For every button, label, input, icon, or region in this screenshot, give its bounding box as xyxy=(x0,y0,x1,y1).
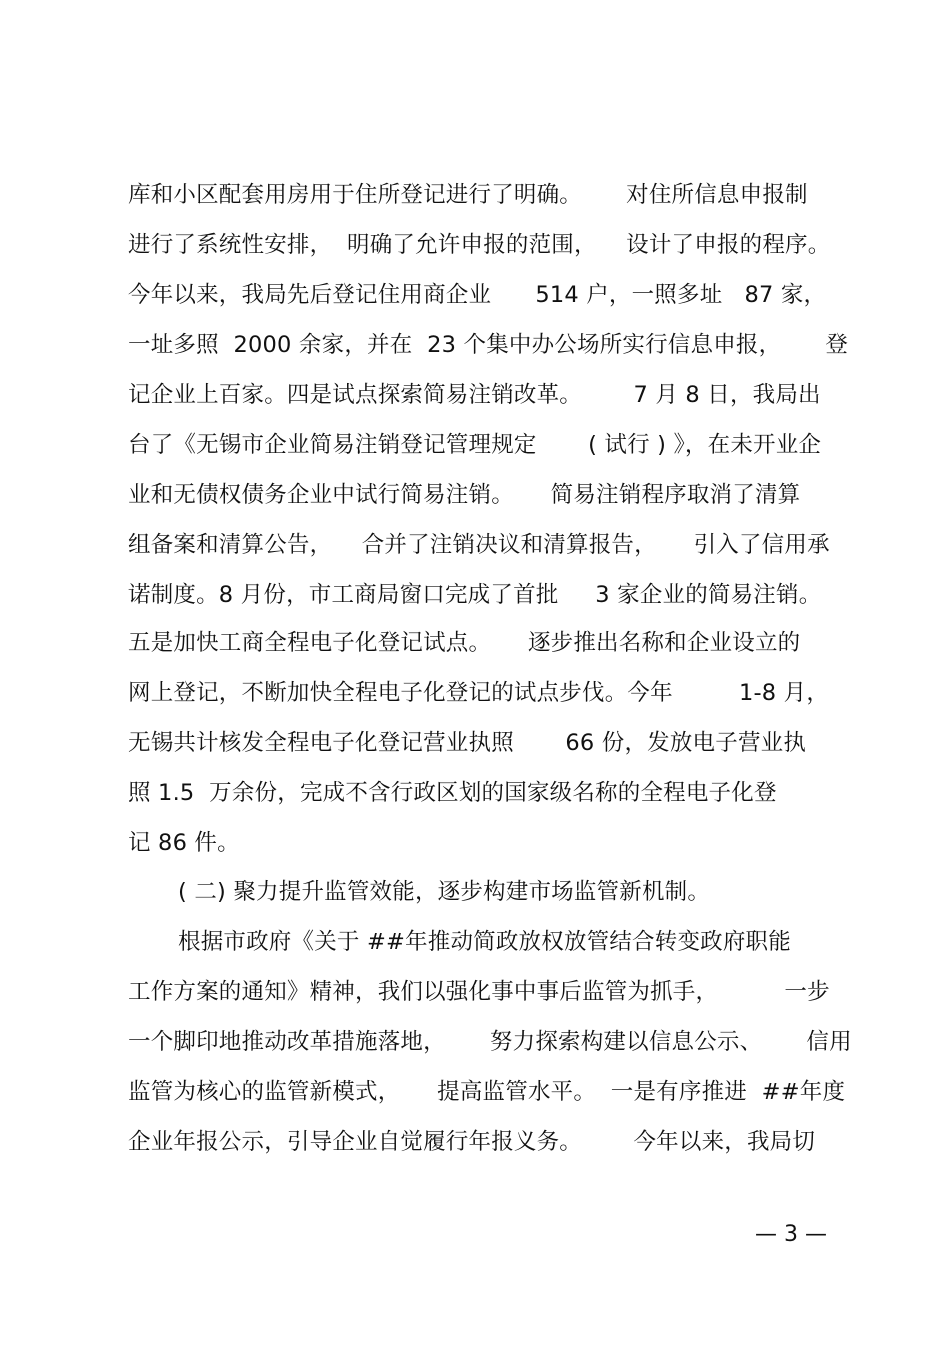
body-text-line: 诺制度。8 月份，市工商局窗口完成了首批 3 家企业的简易注销。 xyxy=(128,582,822,608)
body-text-line: 进行了系统性安排， 明确了允许申报的范围， 设计了申报的程序。 xyxy=(128,232,831,258)
body-text-line: 监管为核心的监管新模式， 提高监管水平。 一是有序推进 ##年度 xyxy=(128,1079,846,1105)
body-text-line: 今年以来，我局先后登记住用商企业 514 户，一照多址 87 家， xyxy=(128,282,827,308)
body-text-line: 无锡共计核发全程电子化登记营业执照 66 份，发放电子营业执 xyxy=(128,730,807,756)
section-heading: ( 二) 聚力提升监管效能，逐步构建市场监管新机制。 xyxy=(178,879,711,905)
body-text-line: 工作方案的通知》精神，我们以强化事中事后监管为抓手， 一步 xyxy=(128,979,830,1005)
body-text-line: 组备案和清算公告， 合并了注销决议和清算报告， 引入了信用承 xyxy=(128,532,830,558)
body-text-line: 照 1.5 万余份，完成不含行政区划的国家级名称的全程电子化登 xyxy=(128,780,777,806)
body-text-line: 记企业上百家。四是试点探索简易注销改革。 7 月 8 日，我局出 xyxy=(128,382,821,408)
body-text-line: 一个脚印地推动改革措施落地， 努力探索构建以信息公示、 信用 xyxy=(128,1029,852,1055)
page-number: — 3 — xyxy=(755,1222,827,1247)
body-text-line: 库和小区配套用房用于住所登记进行了明确。 对住所信息申报制 xyxy=(128,182,808,208)
body-text-line: 业和无债权债务企业中试行简易注销。 简易注销程序取消了清算 xyxy=(128,482,801,508)
body-text-line: 企业年报公示，引导企业自觉履行年报义务。 今年以来，我局切 xyxy=(128,1129,816,1155)
paragraph-first-line: 根据市政府《关于 ##年推动简政放权放管结合转变政府职能 xyxy=(178,929,791,955)
body-text-line: 台了《无锡市企业简易注销登记管理规定 ( 试行 ) 》，在未开业企 xyxy=(128,432,822,458)
body-text-line: 网上登记，不断加快全程电子化登记的试点步伐。今年 1-8 月， xyxy=(128,680,830,706)
body-text-line: 记 86 件。 xyxy=(128,830,240,856)
body-text-line: 五是加快工商全程电子化登记试点。 逐步推出名称和企业设立的 xyxy=(128,630,801,656)
body-text-line: 一址多照 2000 余家，并在 23 个集中办公场所实行信息申报， 登 xyxy=(128,332,849,358)
